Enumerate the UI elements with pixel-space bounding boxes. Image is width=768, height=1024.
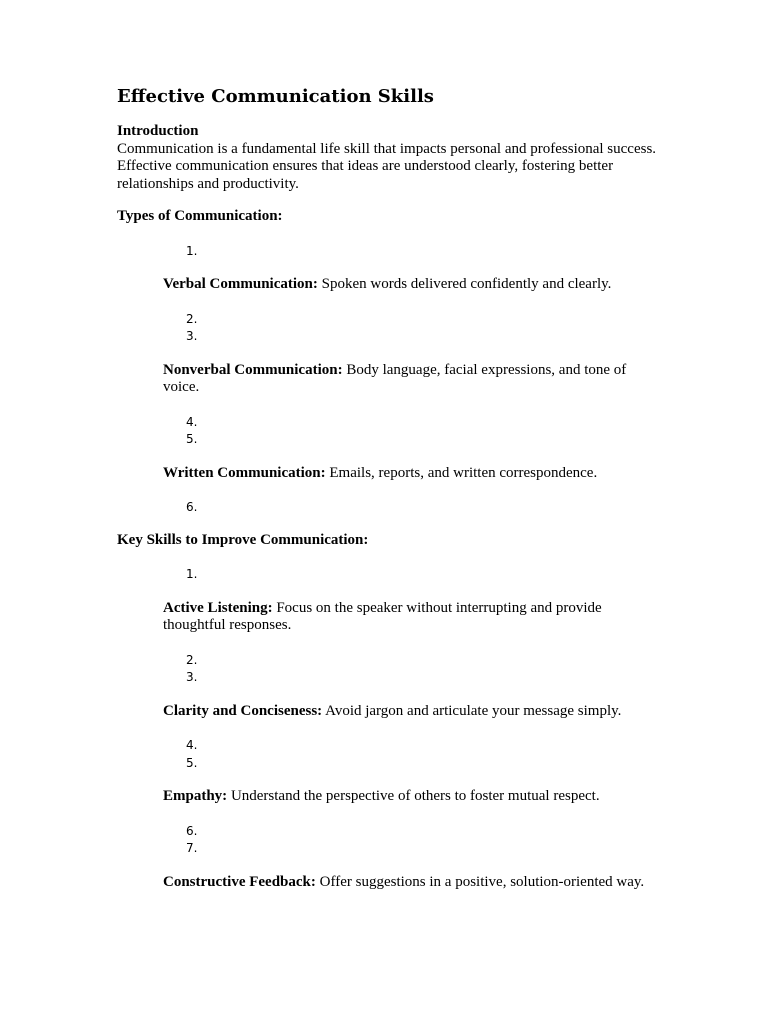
item-description: Body language, facial expressions, and tone of voice. (163, 361, 627, 395)
list-numbers (186, 311, 657, 346)
list-number: 3. (186, 670, 198, 684)
list-numbers (186, 652, 657, 687)
list-number: 1. (186, 243, 198, 258)
list-numbers (186, 243, 657, 261)
list-number: 1. (186, 567, 198, 581)
list-number: 6. (186, 823, 198, 838)
item-description: Understand the perspective of others to foster mutual respect. (227, 788, 600, 804)
list-item (163, 276, 657, 294)
list-numbers (186, 566, 657, 584)
list-number: 5. (186, 755, 198, 770)
list-item (163, 600, 657, 635)
list-numbers (186, 737, 657, 772)
item-term: Verbal Communication: (163, 276, 318, 292)
item-description: Avoid jargon and articulate your message simply. (322, 702, 622, 719)
skills-heading: Key Skills to Improve Communication: (117, 531, 369, 548)
item-description: Focus on the speaker without interrupting and provide thoughtful responses. (163, 599, 602, 633)
list-number: 4. (186, 738, 198, 752)
document-body (117, 86, 657, 891)
list-number: 2. (186, 652, 198, 667)
types-heading: Types of Communication: (117, 208, 283, 224)
item-term: Nonverbal Communication: (163, 361, 343, 378)
list-item (163, 703, 657, 721)
list-number: 7. (186, 841, 198, 855)
list-number: 3. (186, 329, 198, 343)
item-term: Clarity and Conciseness: (163, 702, 323, 719)
item-description: Emails, reports, and written correspondence. (325, 464, 598, 481)
list-item (163, 874, 657, 892)
item-description: Offer suggestions in a positive, solution-oriented way. (315, 873, 645, 890)
list-numbers (186, 823, 657, 858)
list-number: 5. (186, 432, 198, 446)
list-number: 6. (186, 500, 198, 514)
list-item (163, 465, 657, 483)
list-number: 2. (186, 311, 198, 326)
list-item (163, 788, 657, 806)
item-description: Spoken words delivered confidently and clearly. (317, 276, 612, 292)
intro-heading: Introduction (117, 123, 199, 139)
item-term: Written Communication: (163, 464, 326, 481)
item-term: Constructive Feedback: (163, 873, 316, 890)
list-numbers (186, 499, 657, 517)
item-term: Active Listening: (163, 599, 273, 616)
list-number: 4. (186, 414, 198, 429)
item-term: Empathy: (163, 788, 228, 804)
list-numbers (186, 414, 657, 449)
page-title: Effective Communication Skills (117, 86, 434, 107)
list-item (163, 362, 657, 397)
intro-paragraph: Communication is a fundamental life skill that impacts personal and professional success. Effective communication ensures that ideas are understood clearly, fostering better relationships and productivity. (117, 140, 657, 192)
